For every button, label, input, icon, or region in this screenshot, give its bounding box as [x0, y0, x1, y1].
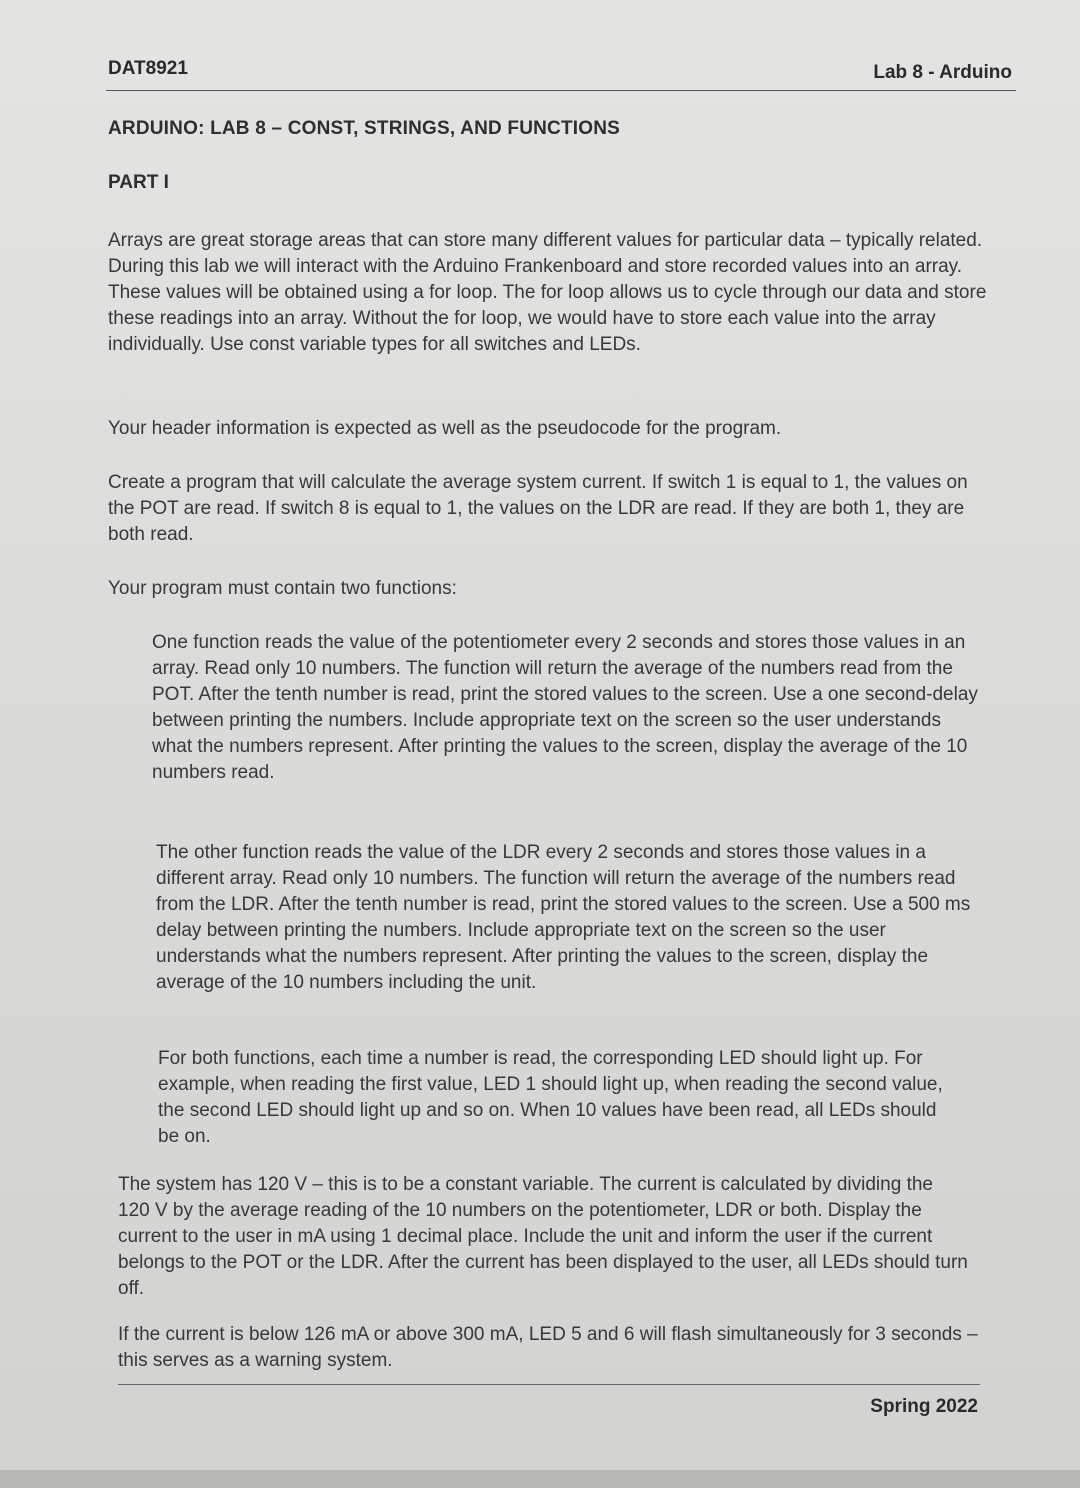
task-paragraph: Create a program that will calculate the average system current. If switch 1 is equal to 1, the values on the POT are read. If switch 8 is equal to 1, the values on the LDR are read. If they are both 1, they are both read. — [108, 472, 968, 545]
footer-term: Spring 2022 — [870, 1396, 978, 1417]
functions-intro-paragraph: Your program must contain two functions: — [108, 578, 457, 599]
bottom-edge — [0, 1470, 1080, 1488]
course-code: DAT8921 — [108, 58, 188, 79]
document-title: ARDUINO: LAB 8 – CONST, STRINGS, AND FUNCTIONS — [108, 118, 621, 139]
pot-function-paragraph: One function reads the value of the potentiometer every 2 seconds and stores those values in an array. Read only 10 numbers. The function will return the average of the numbers read from the POT. After the tenth number is read, print the stored values to the screen. Use a one second-delay between printing the numbers. Include appropriate text on the screen so the user understands what the numbers represent. After printing the values to the screen, display the average of the 10 numbers read. — [152, 632, 978, 783]
footer-divider — [118, 1384, 980, 1385]
header-info-paragraph: Your header information is expected as well as the pseudocode for the program. — [108, 418, 782, 439]
intro-paragraph: Arrays are great storage areas that can store many different values for particular data – typically related. During this lab we will interact with the Arduino Frankenboard and store recorded values into an array. These values will be obtained using a for loop. The for loop allows us to cycle through our data and store these readings into an array. Without the for loop, we would have to store each value into the array individually. Use const variable types for all switches and LEDs. — [108, 230, 987, 355]
part-heading: PART I — [108, 172, 169, 193]
current-paragraph: The system has 120 V – this is to be a constant variable. The current is calculated by dividing the 120 V by the average reading of the 10 numbers on the potentiometer, LDR or both. Display the current to the user in mA using 1 decimal place. Include the unit and inform the user if the current belongs to the POT or the LDR. After the current has been displayed to the user, all LEDs should turn off. — [118, 1174, 968, 1299]
warning-paragraph: If the current is below 126 mA or above 300 mA, LED 5 and 6 will flash simultaneously for 3 seconds – this serves as a warning system. — [118, 1324, 978, 1371]
ldr-function-paragraph: The other function reads the value of the LDR every 2 seconds and stores those values in a different array. Read only 10 numbers. The function will return the average of the numbers read from the LDR. After the tenth number is read, print the stored values to the screen. Use a 500 ms delay between printing the numbers. Include appropriate text on the screen so the user understands what the numbers represent. After printing the values to the screen, display the average of the 10 numbers including the unit. — [156, 842, 971, 993]
page-header — [106, 56, 1016, 91]
lab-label: Lab 8 - Arduino — [873, 62, 1012, 83]
led-paragraph: For both functions, each time a number is read, the corresponding LED should light up. For example, when reading the first value, LED 1 should light up, when reading the second value, the second LED should light up and so on. When 10 values have been read, all LEDs should be on. — [158, 1048, 943, 1147]
